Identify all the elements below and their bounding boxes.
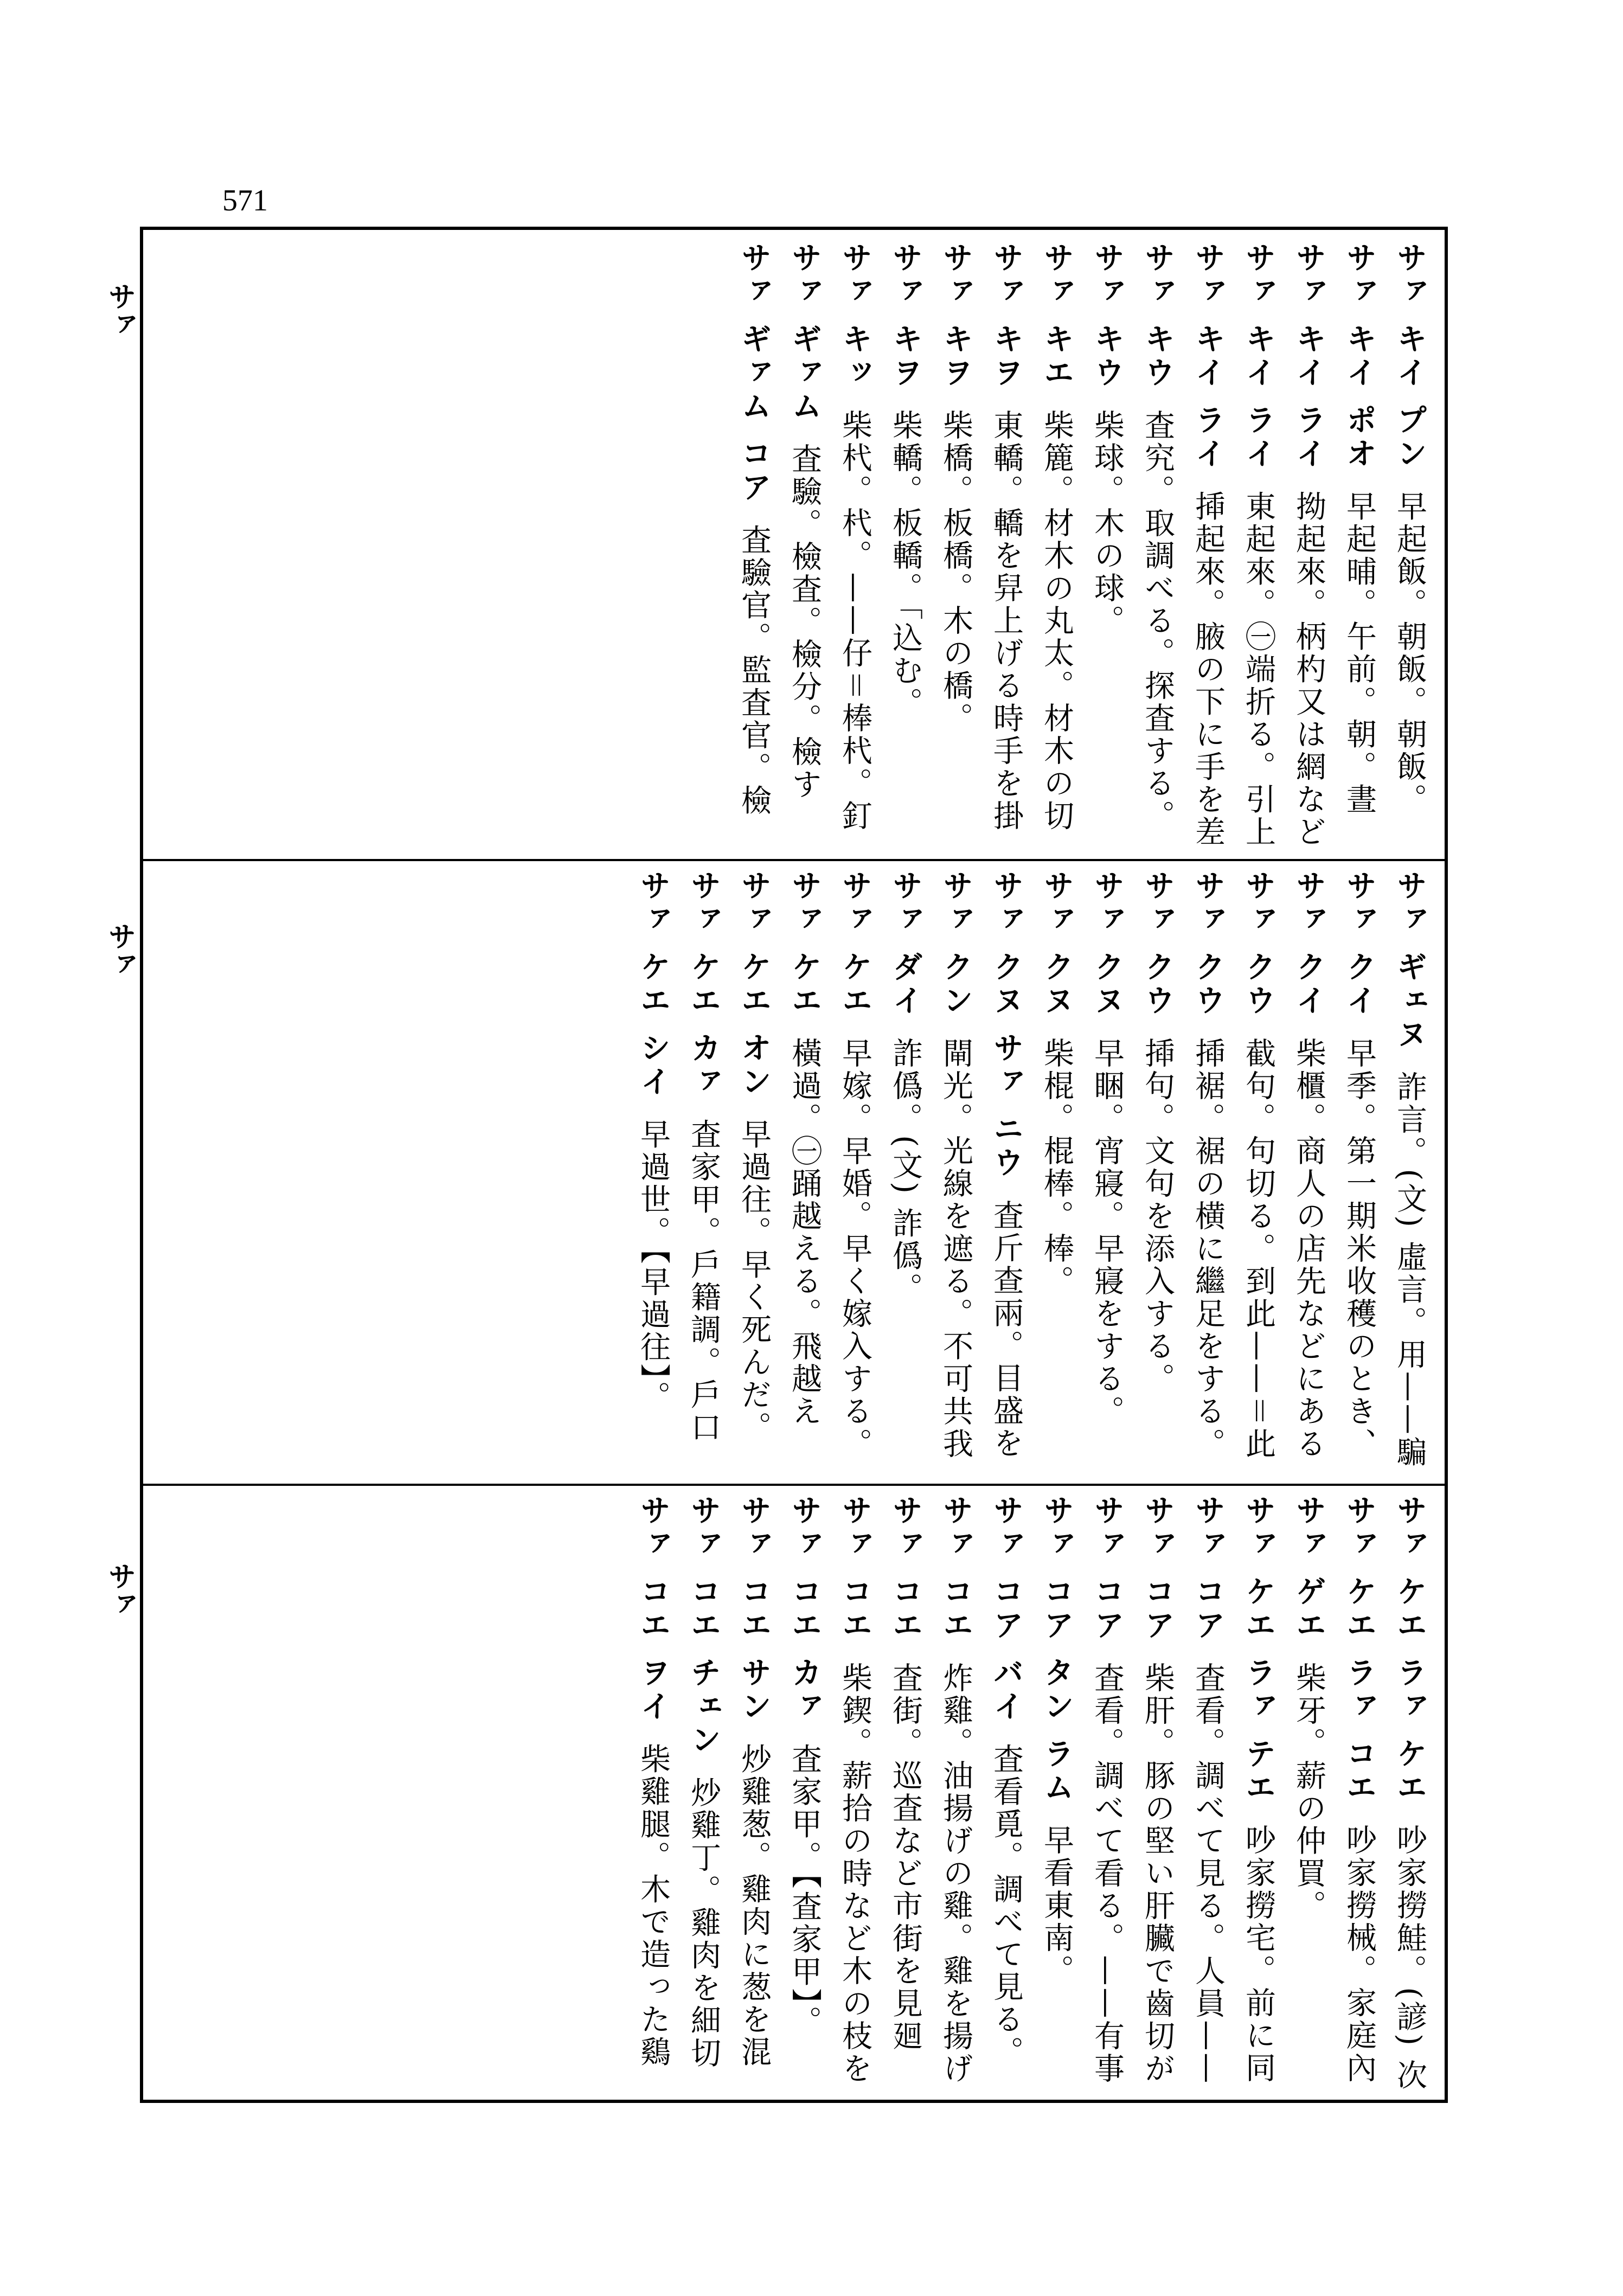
dictionary-entry [830, 870, 880, 1474]
side-label-band-3: サァ [103, 1562, 136, 1618]
entry-heading: サァ コエ チェン [686, 1495, 721, 1758]
dictionary-entry [729, 242, 779, 849]
dictionary-entry [779, 870, 830, 1474]
dictionary-entry [1132, 1495, 1183, 2093]
dictionary-entry [628, 870, 678, 1474]
entry-heading: サァ ダイ [888, 870, 923, 1018]
entry-heading: サァ ケエ ラァ コエ [1342, 1495, 1377, 1805]
page-number: 571 [222, 184, 268, 217]
entry-heading: サァ コエ サン [736, 1495, 772, 1724]
dictionary-entry [1334, 870, 1384, 1474]
dictionary-entry [981, 242, 1031, 849]
dictionary-entry [1284, 870, 1334, 1474]
side-label-band-1: サァ [103, 282, 136, 338]
side-label-band-2: サァ [103, 922, 136, 978]
entry-heading: サァ コア [1140, 1495, 1175, 1643]
dictionary-entry [628, 1495, 678, 2093]
dictionary-entry [981, 1495, 1031, 2093]
dictionary-entry [931, 1495, 981, 2093]
dictionary-entry [678, 1495, 729, 2093]
entry-heading: サァ キイ ライ [1190, 242, 1226, 471]
entry-definition: 吵家撈械。家庭內 [1342, 1824, 1377, 2085]
entry-definition: 柴牙。薪の仲買。 [1291, 1662, 1326, 1923]
dictionary-entry [1334, 242, 1384, 849]
entry-definition: 早過世。【早過往】。 [636, 1118, 671, 1414]
dictionary-entry [1183, 242, 1233, 849]
entry-heading: サァ キヲ [989, 242, 1024, 390]
dictionary-entry [830, 1495, 880, 2093]
dictionary-band-2 [153, 870, 1435, 1474]
entry-heading: サァ ケエ カァ [686, 870, 721, 1099]
entry-definition: 閘光。光線を遮る。不可共我 [938, 1037, 973, 1461]
entry-heading: サァ キウ [1140, 242, 1175, 390]
dictionary-entry [729, 870, 779, 1474]
dictionary-entry [1334, 1495, 1384, 2093]
entry-heading: サァ クイ [1291, 870, 1326, 1018]
entry-definition: 査究。取調べる。探査する。 [1140, 409, 1175, 833]
entry-definition: 査驗官。監査官。檢 [736, 524, 772, 817]
entry-definition: 査家甲。戶籍調。戶口 [686, 1118, 721, 1444]
dictionary-entry [1233, 1495, 1284, 2093]
entry-definition: 揷起來。腋の下に手を差 [1190, 490, 1226, 849]
dictionary-entry [779, 242, 830, 849]
entry-definition: 柴杙。杙。——仔＝棒杙。釘 [837, 409, 873, 833]
entry-heading: サァ キヲ [888, 242, 923, 390]
dictionary-entry [830, 242, 880, 849]
entry-definition: 詐言。(文) 虛言。用——騙 [1392, 1071, 1427, 1469]
entry-heading: サァ クウ [1140, 870, 1175, 1018]
entry-heading: サァ コエ [938, 1495, 973, 1643]
dictionary-entry [729, 1495, 779, 2093]
entry-definition: 詐僞。(文) 詐僞。 [888, 1037, 923, 1305]
entry-heading: サァ コア タン ラム [1039, 1495, 1074, 1805]
entry-definition: 揷句。文句を添入する。 [1140, 1037, 1175, 1396]
entry-heading: サァ クウ [1190, 870, 1226, 1018]
entry-definition: 東起來。㊀端折る。引上 [1241, 490, 1276, 849]
entry-heading: サァ コエ [888, 1495, 923, 1643]
dictionary-band-3 [153, 1495, 1435, 2093]
entry-definition: 炒雞葱。雞肉に葱を混 [736, 1743, 772, 2069]
dictionary-entry [1132, 242, 1183, 849]
dictionary-entry [1183, 870, 1233, 1474]
entry-definition: 柴球。木の球。 [1089, 409, 1125, 638]
entry-heading: サァ コア バイ [989, 1495, 1024, 1724]
entry-definition: 截句。句切る。到此——＝此 [1241, 1037, 1276, 1461]
dictionary-entry [931, 870, 981, 1474]
entry-heading: サァ キイ ライ [1291, 242, 1326, 471]
entry-heading: サァ クヌ サァ ニウ [989, 870, 1024, 1181]
entry-definition: 早嫁。早婚。早く嫁入する。 [837, 1037, 873, 1461]
entry-definition: 吵家撈宅。前に同 [1241, 1824, 1276, 2085]
entry-definition: 柴肝。豚の堅い肝臟で齒切が [1140, 1662, 1175, 2086]
entry-definition: 柴轎。板轎。「込む。 [888, 409, 923, 720]
entry-definition: 査斤查兩。目盛を [989, 1200, 1024, 1460]
dictionary-entry [1082, 1495, 1132, 2093]
entry-heading: サァ クヌ [1089, 870, 1125, 1018]
dictionary-entry [880, 242, 931, 849]
entry-definition: 査街。巡査など市街を見廻 [888, 1662, 923, 2053]
entry-heading: サァ コエ [837, 1495, 873, 1643]
entry-heading: サァ ゲエ [1291, 1495, 1326, 1643]
entry-definition: 査看。調べて見る。人員—— [1190, 1662, 1226, 2086]
entry-heading: サァ クイ [1342, 870, 1377, 1018]
entry-definition: 炸雞。油揚げの雞。雞を揚げ [938, 1662, 973, 2086]
entry-heading: サァ クウ [1241, 870, 1276, 1018]
entry-definition: 橫過。㊀踊越える。飛越え [787, 1037, 822, 1428]
entry-heading: サァ クン [938, 870, 973, 1018]
entry-definition: 揷裾。裾の横に繼足をする。 [1190, 1037, 1226, 1461]
dictionary-entry [1384, 242, 1435, 849]
entry-definition: 拗起來。柄杓又は網など [1291, 490, 1326, 849]
dictionary-entry [678, 870, 729, 1474]
entry-heading: サァ コエ カァ [787, 1495, 822, 1724]
entry-definition: 査驗。檢査。檢分。檢す [787, 443, 822, 801]
entry-heading: サァ ケエ シイ [636, 870, 671, 1099]
dictionary-entry [1031, 870, 1082, 1474]
entry-heading: サァ コエ ヲイ [636, 1495, 671, 1724]
entry-heading: サァ ケエ オン [736, 870, 772, 1099]
entry-definition: 早起飯。朝飯。朝飯。 [1392, 490, 1427, 816]
entry-heading: サァ キイ プン [1392, 242, 1427, 471]
entry-heading: サァ ギァム [787, 242, 822, 424]
dictionary-entry [1384, 870, 1435, 1474]
entry-heading: サァ ケエ [787, 870, 822, 1018]
entry-heading: サァ キッ [837, 242, 873, 390]
entry-heading: サァ ギァム コア [736, 242, 772, 505]
dictionary-entry [1082, 242, 1132, 849]
entry-heading: サァ ケエ [837, 870, 873, 1018]
dictionary-entry [1284, 1495, 1334, 2093]
dictionary-entry [1233, 870, 1284, 1474]
entry-heading: サァ ギェヌ [1392, 870, 1427, 1052]
entry-definition: 早過往。早く死んだ。 [736, 1118, 772, 1444]
entry-heading: サァ クヌ [1039, 870, 1074, 1018]
dictionary-entry [880, 870, 931, 1474]
dictionary-entry [1384, 1495, 1435, 2093]
dictionary-entry [931, 242, 981, 849]
entry-definition: 柴簏。材木の丸太。材木の切 [1039, 409, 1074, 833]
entry-heading: サァ キヲ [938, 242, 973, 390]
entry-heading: サァ コア [1089, 1495, 1125, 1643]
dictionary-band-1 [153, 242, 1435, 849]
dictionary-entry [1031, 1495, 1082, 2093]
entry-heading: サァ キウ [1089, 242, 1125, 390]
entry-definition: 吵家撈鮭。(諺) 次 [1392, 1824, 1427, 2092]
entry-heading: サァ キエ [1039, 242, 1074, 390]
entry-definition: 早起晡。午前。朝。晝 [1342, 490, 1377, 816]
entry-definition: 早季。第一期米收穫のとき、 [1342, 1037, 1377, 1461]
dictionary-entry [779, 1495, 830, 2093]
dictionary-entry [1082, 870, 1132, 1474]
dictionary-entry [1233, 242, 1284, 849]
entry-heading: サァ キイ ライ [1241, 242, 1276, 471]
entry-definition: 東轎。轎を舁上げる時手を掛 [989, 409, 1024, 833]
entry-definition: 炒雞丁。雞肉を細切 [686, 1776, 721, 2070]
entry-heading: サァ ケエ ラァ ケエ [1392, 1495, 1427, 1805]
band-divider [143, 859, 1445, 861]
entry-definition: 柴鍥。薪拾の時など木の枝を [837, 1662, 873, 2086]
entry-definition: 査看覓。調べて見る。 [989, 1743, 1024, 2069]
entry-definition: 早睏。宵寢。早寢をする。 [1089, 1037, 1125, 1428]
entry-definition: 柴雞腿。木で造った鷄 [636, 1743, 671, 2069]
entry-definition: 柴櫃。商人の店先などにある [1291, 1037, 1326, 1461]
dictionary-entry [981, 870, 1031, 1474]
entry-definition: 柴橋。板橋。木の橋。 [938, 409, 973, 735]
entry-definition: 査家甲。【査家甲】。 [787, 1743, 822, 2038]
dictionary-entry [1183, 1495, 1233, 2093]
dictionary-entry [880, 1495, 931, 2093]
dictionary-entry [1132, 870, 1183, 1474]
entry-heading: サァ キイ ポオ [1342, 242, 1377, 471]
entry-heading: サァ ケエ ラァ テエ [1241, 1495, 1276, 1805]
entry-heading: サァ コア [1190, 1495, 1226, 1643]
dictionary-entry [1031, 242, 1082, 849]
entry-definition: 早看東南。 [1039, 1824, 1074, 1987]
band-divider [143, 1484, 1445, 1486]
dictionary-entry [1284, 242, 1334, 849]
entry-definition: 柴棍。棍棒。棒。 [1039, 1037, 1074, 1298]
entry-definition: 査看。調べて看る。——有事 [1089, 1662, 1125, 2086]
dictionary-frame [140, 227, 1448, 2103]
